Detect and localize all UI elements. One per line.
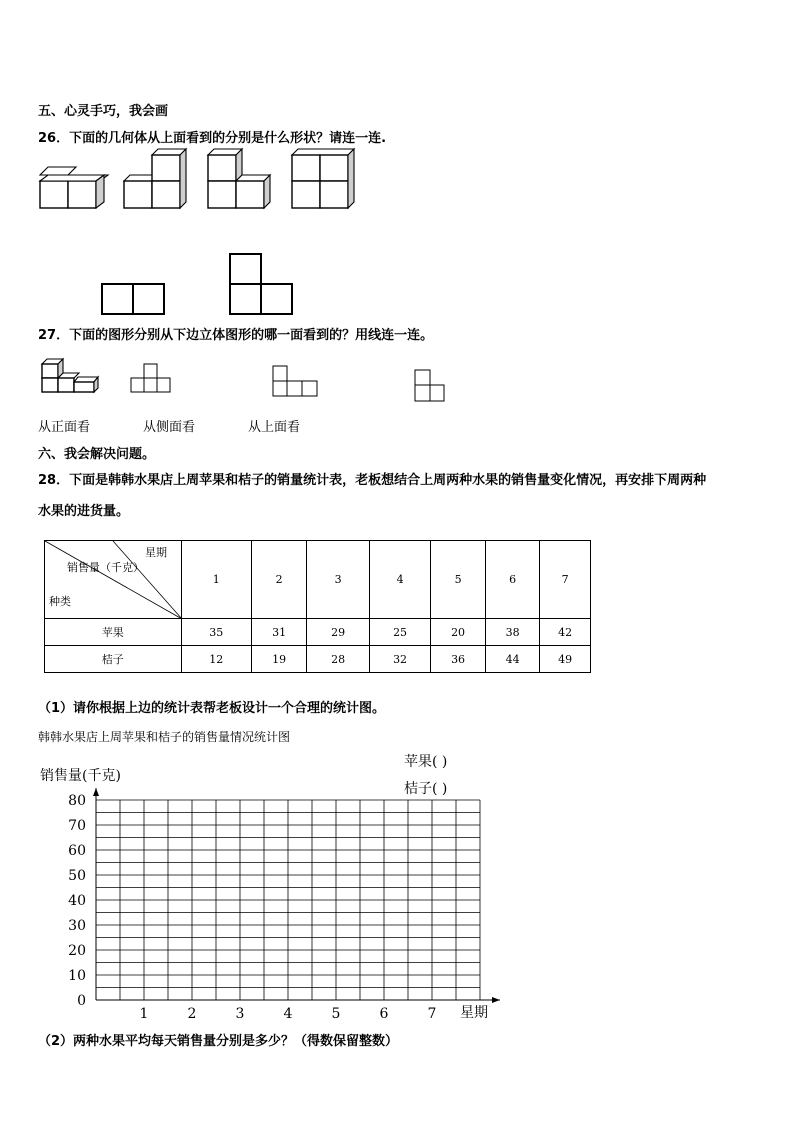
solid-2	[124, 149, 186, 208]
y-tick-label: 30	[68, 918, 86, 934]
question-26: 26．下面的几何体从上面看到的分别是什么形状？请连一连.	[38, 131, 387, 146]
q27-view-b	[273, 366, 317, 396]
q27-figures	[38, 350, 458, 402]
row-label-apple: 苹果	[45, 619, 182, 646]
view-label-side: 从侧面看	[143, 420, 196, 435]
chart-title: 韩韩水果店上周苹果和桔子的销售量情况统计图	[38, 730, 291, 744]
solid-3	[208, 149, 270, 208]
sales-line-chart	[40, 750, 510, 1025]
table-cell: 49	[540, 646, 591, 673]
corner-label-sales: 销售量（千克）	[67, 561, 144, 574]
q27-view-c	[415, 370, 444, 401]
solid-1	[40, 167, 108, 208]
y-tick-label: 60	[68, 843, 86, 859]
chart-y-axis-label: 销售量(千克)	[40, 768, 121, 784]
table-cell: 31	[251, 619, 307, 646]
x-axis-arrow	[492, 997, 500, 1003]
legend-apple: 苹果( )	[404, 754, 448, 770]
solid-4	[292, 149, 354, 208]
table-cell: 42	[540, 619, 591, 646]
x-tick-label: 3	[235, 1006, 245, 1022]
question-28-part-1: （1）请你根据上边的统计表帮老板设计一个合理的统计图。	[38, 701, 386, 716]
q26-solids	[36, 145, 356, 213]
table-cell: 20	[431, 619, 486, 646]
table-day-header: 4	[369, 541, 430, 619]
y-tick-label: 40	[68, 893, 86, 909]
chart-x-axis-label: 星期	[460, 1005, 488, 1021]
x-tick-label: 2	[187, 1006, 197, 1022]
x-tick-label: 4	[283, 1006, 293, 1022]
table-cell: 29	[307, 619, 369, 646]
row-label-orange: 桔子	[45, 646, 182, 673]
chart-y-ticks	[68, 793, 86, 1009]
x-tick-label: 6	[379, 1006, 389, 1022]
table-day-header: 2	[251, 541, 307, 619]
x-tick-label: 1	[139, 1006, 149, 1022]
legend-orange: 桔子( )	[404, 781, 448, 797]
y-axis-arrow	[93, 788, 99, 796]
chart-grid	[93, 788, 500, 1003]
y-tick-label: 10	[68, 968, 86, 984]
y-tick-label: 80	[68, 793, 86, 809]
table-row	[45, 619, 591, 646]
view-two-squares	[102, 284, 164, 314]
y-tick-label: 0	[77, 993, 86, 1009]
q27-solid	[42, 359, 98, 392]
question-28-line1: 28．下面是韩韩水果店上周苹果和桔子的销量统计表，老板想结合上周两种水果的销售量变化情况，再安排下周两种	[38, 473, 707, 488]
view-label-top: 从上面看	[248, 420, 301, 435]
table-day-header: 3	[307, 541, 369, 619]
question-28-part-2: （2）两种水果平均每天销售量分别是多少？（得数保留整数）	[38, 1034, 399, 1049]
y-tick-label: 70	[68, 818, 86, 834]
question-27: 27．下面的图形分别从下边立体图形的哪一面看到的？用线连一连。	[38, 328, 434, 343]
table-cell: 25	[369, 619, 430, 646]
x-tick-label: 7	[427, 1006, 437, 1022]
table-cell: 36	[431, 646, 486, 673]
section-6-title: 六、我会解决问题。	[38, 447, 156, 462]
table-day-header: 6	[485, 541, 540, 619]
table-cell: 35	[181, 619, 251, 646]
table-cell: 44	[485, 646, 540, 673]
table-header-row	[45, 541, 591, 619]
table-cell: 12	[181, 646, 251, 673]
table-row	[45, 646, 591, 673]
q26-views	[100, 253, 300, 317]
table-day-header: 7	[540, 541, 591, 619]
view-l-shape	[230, 254, 292, 314]
section-5-title: 五、心灵手巧，我会画	[38, 104, 169, 119]
table-cell: 28	[307, 646, 369, 673]
table-cell: 38	[485, 619, 540, 646]
table-day-header: 1	[181, 541, 251, 619]
table-day-header: 5	[431, 541, 486, 619]
x-tick-label: 5	[331, 1006, 341, 1022]
sales-table	[44, 540, 591, 673]
y-tick-label: 50	[68, 868, 86, 884]
corner-label-kind: 种类	[49, 595, 71, 608]
table-corner-cell	[45, 541, 182, 619]
question-28-line2: 水果的进货量。	[38, 504, 130, 519]
y-tick-label: 20	[68, 943, 86, 959]
table-cell: 32	[369, 646, 430, 673]
view-label-front: 从正面看	[38, 420, 91, 435]
corner-label-day: 星期	[145, 546, 167, 559]
chart-x-ticks	[140, 1006, 437, 1022]
q27-view-a	[131, 364, 170, 392]
table-cell: 19	[251, 646, 307, 673]
